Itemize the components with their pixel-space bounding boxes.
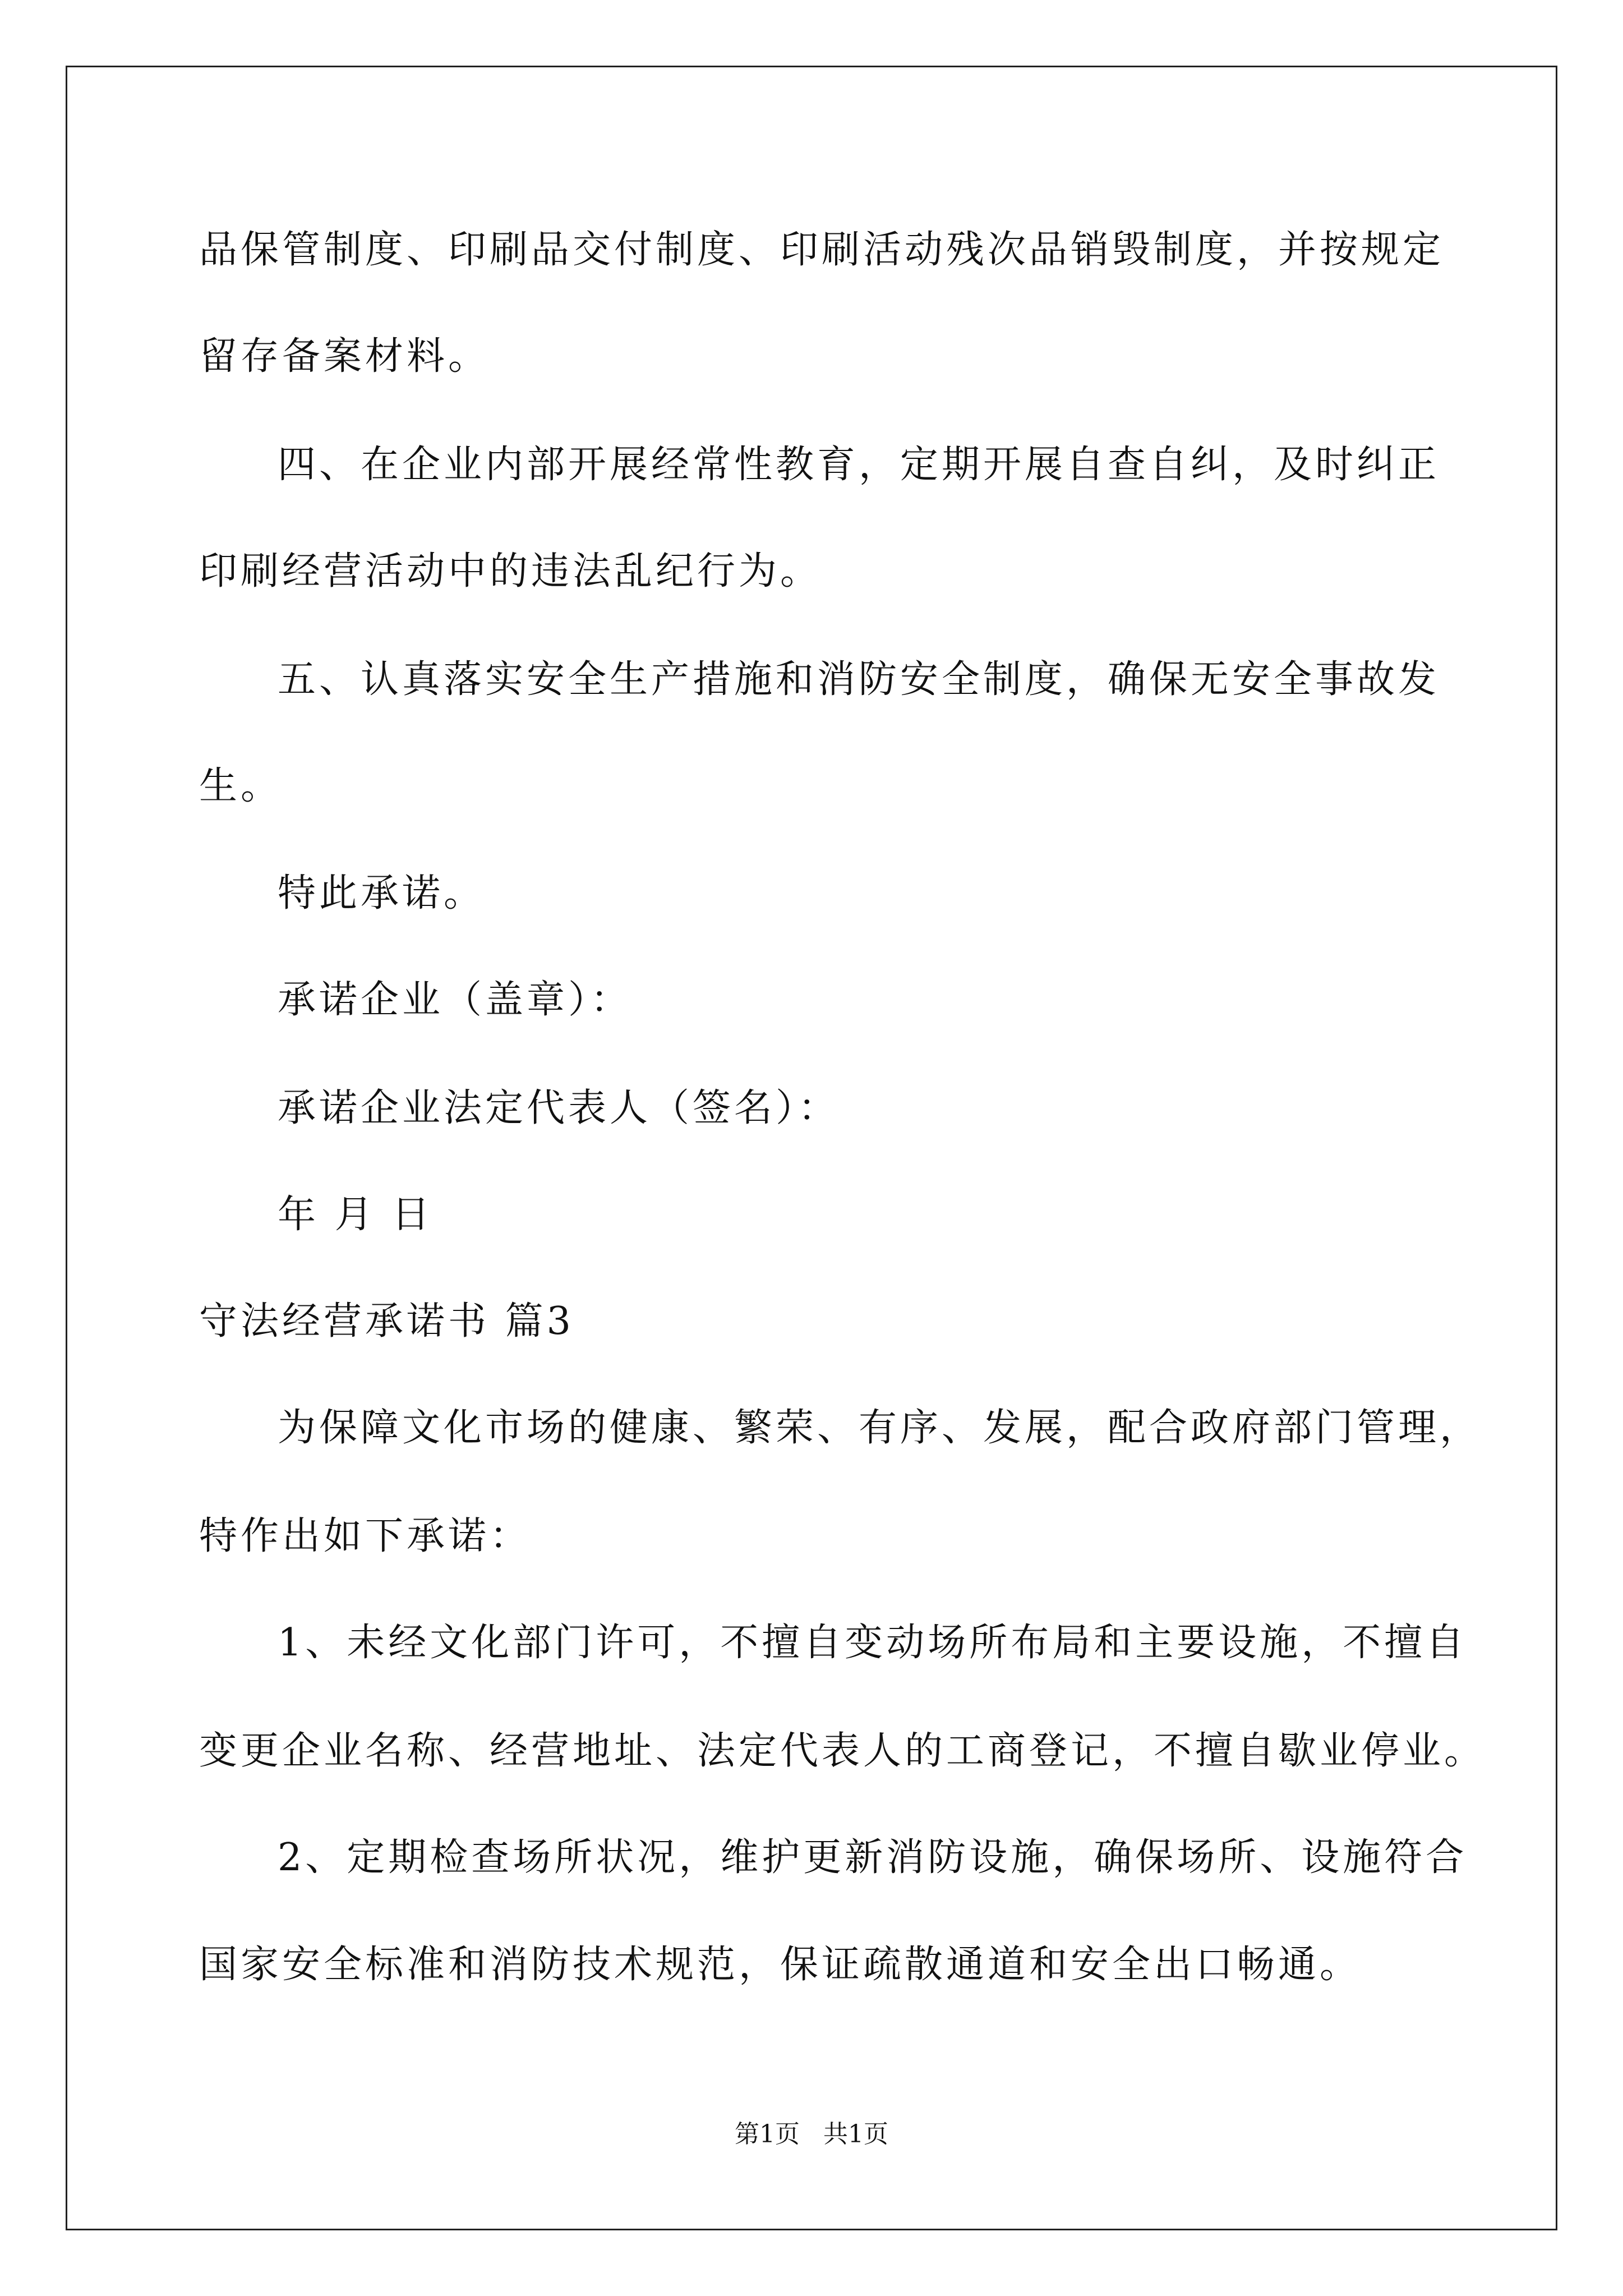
- text-line: 留存备案材料。: [199, 334, 490, 379]
- signature-company-line: 承诺企业（盖章）：: [278, 978, 633, 1022]
- page-footer: 第1页 共1页: [735, 2120, 888, 2148]
- signature-representative-line: 承诺企业法定代表人（签名）：: [278, 1086, 840, 1130]
- text-line: 2、定期检查场所状况，维护更新消防设施，确保场所、设施符合: [278, 1835, 1468, 1880]
- date-line: 年 月 日: [278, 1193, 434, 1237]
- section-heading: 守法经营承诺书 篇3: [199, 1299, 574, 1343]
- text-line: 品保管制度、印刷品交付制度、印刷活动残次品销毁制度，并按规定: [199, 228, 1445, 272]
- text-line: 为保障文化市场的健康、繁荣、有序、发展，配合政府部门管理，: [278, 1406, 1482, 1450]
- text-line: 国家安全标准和消防技术规范，保证疏散通道和安全出口畅通。: [199, 1943, 1362, 1987]
- page-border: [66, 66, 1557, 2230]
- text-line: 1、未经文化部门许可，不擅自变动场所布局和主要设施，不擅自: [278, 1621, 1468, 1665]
- text-line: 特作出如下承诺：: [199, 1514, 532, 1558]
- text-line: 特此承诺。: [278, 871, 486, 915]
- text-line: 四、在企业内部开展经常性教育，定期开展自查自纠，及时纠正: [278, 443, 1440, 487]
- text-line: 生。: [199, 764, 283, 808]
- text-line: 印刷经营活动中的违法乱纪行为。: [199, 549, 822, 593]
- text-line: 五、认真落实安全生产措施和消防安全制度，确保无安全事故发: [278, 657, 1440, 702]
- text-line: 变更企业名称、经营地址、法定代表人的工商登记，不擅自歇业停业。: [199, 1729, 1486, 1773]
